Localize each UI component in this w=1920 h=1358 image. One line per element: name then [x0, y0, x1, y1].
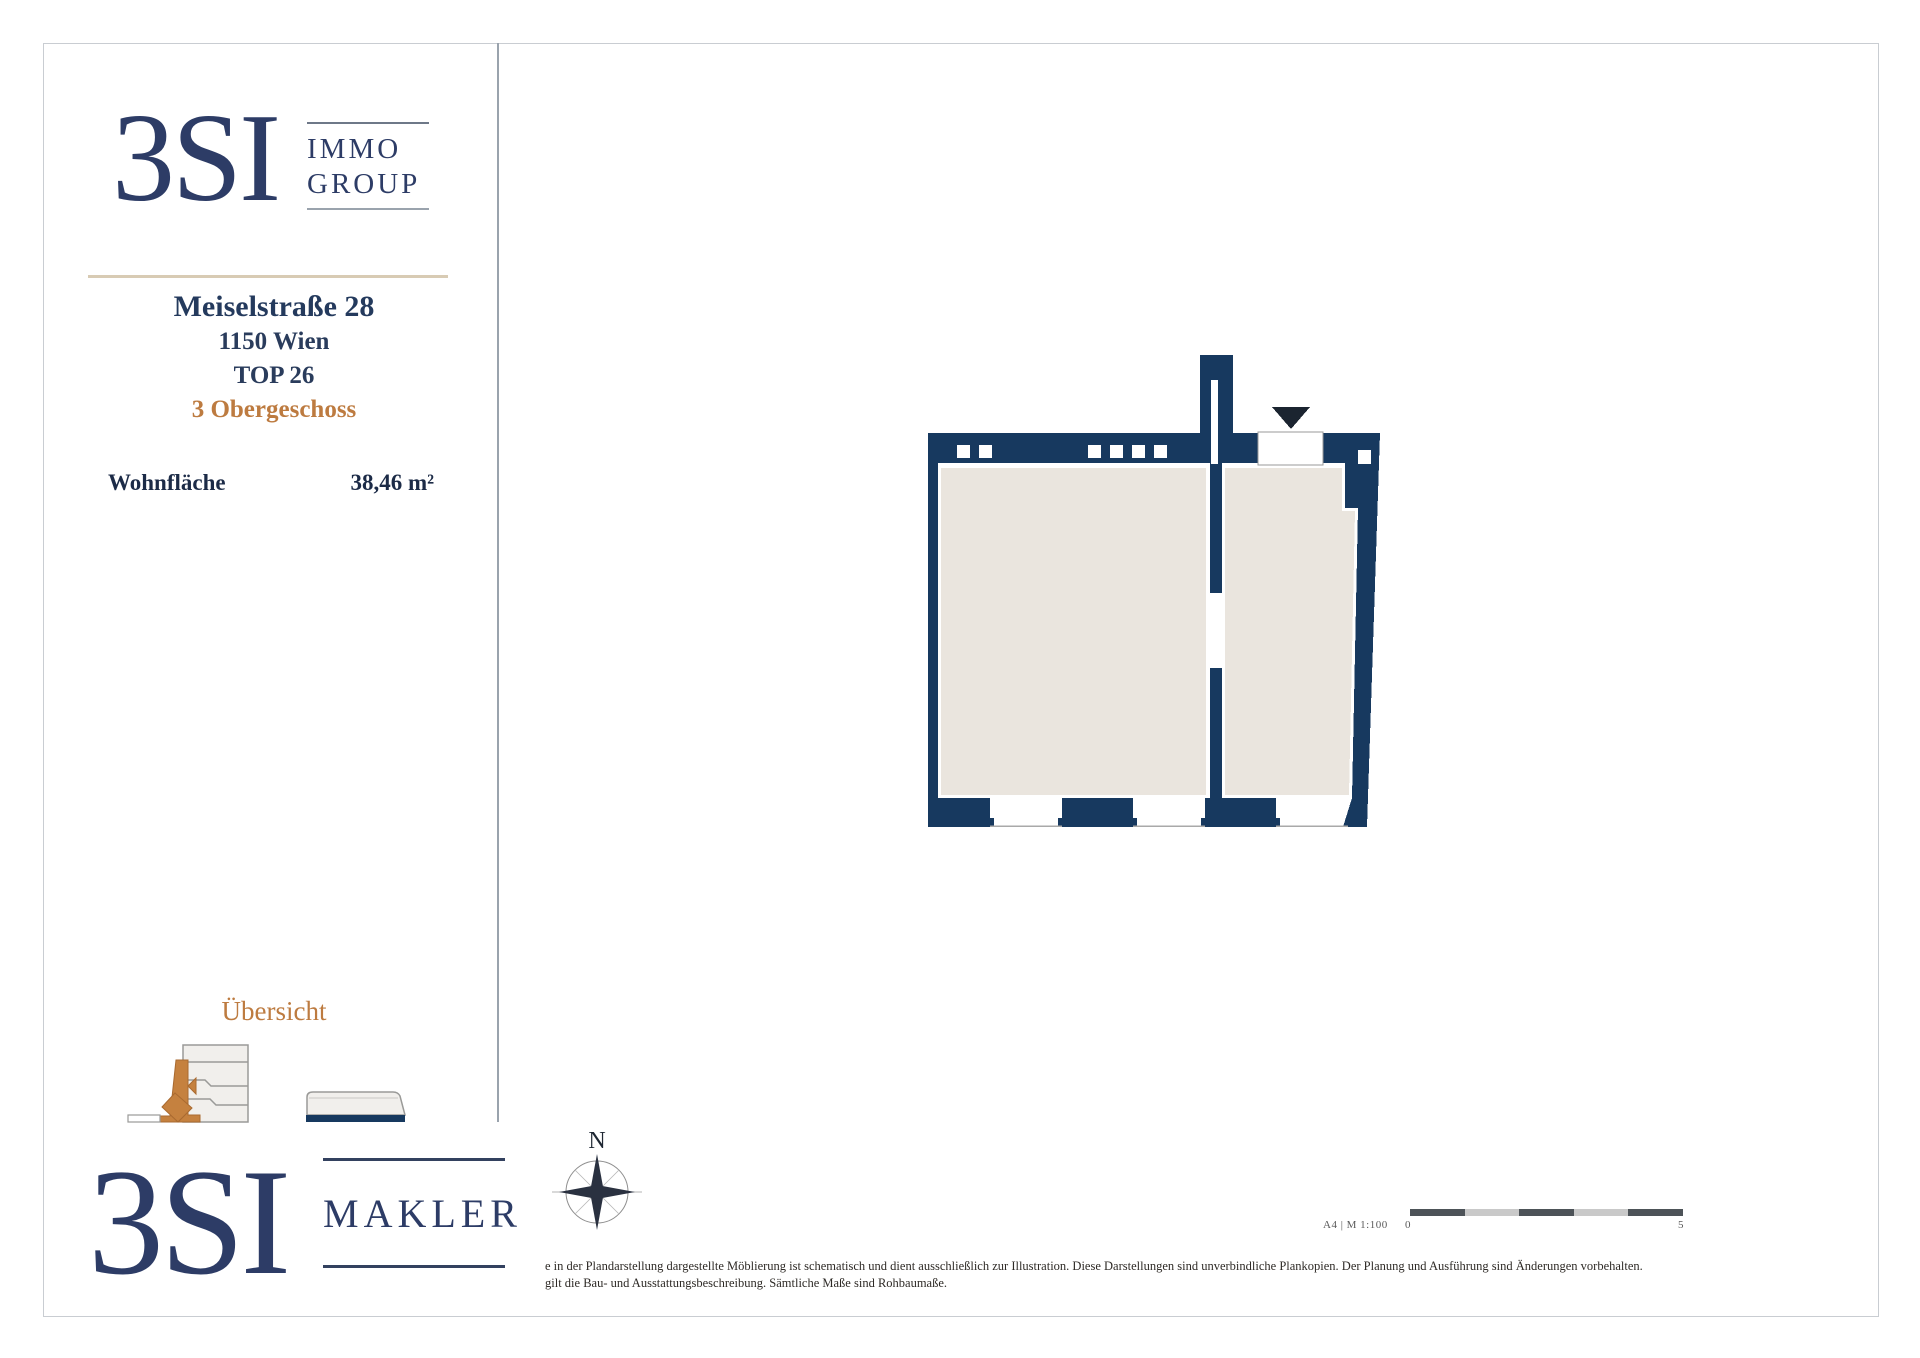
room-left-floor: [941, 468, 1206, 795]
floor-plan-drawing: [900, 340, 1400, 840]
building-overview-sketch: [118, 1036, 418, 1128]
scale-segment: [1519, 1209, 1574, 1216]
entrance-arrow-icon: [1272, 407, 1310, 429]
footer-logo-makler: [323, 1158, 522, 1268]
scale-end-label: 5: [1678, 1219, 1684, 1231]
logo-group-label: GROUP: [307, 168, 421, 200]
property-city: 1150 Wien: [218, 328, 330, 355]
disclaimer-line-1: e in der Plandarstellung dargestellte Möblierung ist schematisch und dient ausschließlich zur Illustration. Diese Darstellungen sind unverbindliche Plankopien. Der Planung und Ausführung sind Änderungen vorbehalten.: [545, 1259, 1643, 1273]
window-opening: [1276, 798, 1352, 827]
compass-north-label: N: [588, 1128, 606, 1154]
address-divider-rule: [88, 275, 448, 278]
living-area-row: [90, 470, 452, 496]
room-right-floor: [1225, 468, 1355, 795]
brand-logo-3si: 3SI: [112, 89, 279, 228]
logo-rule-bottom: [307, 208, 429, 210]
divider-wall-upper: [1210, 463, 1222, 593]
window-opening: [1133, 798, 1205, 827]
scale-segment: [1574, 1209, 1629, 1216]
building-lowrise-graphic: [306, 1092, 405, 1122]
footer-logo-3si: 3SI: [88, 1138, 288, 1306]
scale-bar: [1410, 1209, 1683, 1216]
scale-segment: [1410, 1209, 1465, 1216]
compass-rose-icon: [545, 1118, 649, 1242]
scale-format-label: A4 | M 1:100: [1323, 1219, 1388, 1231]
property-floor: 3 Obergeschoss: [191, 396, 357, 423]
property-unit: TOP 26: [233, 362, 315, 389]
window-opening: [990, 798, 1062, 827]
living-area-label: Wohnfläche: [108, 470, 226, 495]
brand-logo-immo-group: [307, 122, 429, 210]
property-street: Meiselstraße 28: [173, 290, 375, 323]
logo-rule-top: [307, 122, 429, 124]
floor-plan-walls: [928, 355, 1380, 827]
overview-title: Übersicht: [221, 996, 327, 1026]
footer-makler-label: MAKLER: [323, 1191, 522, 1236]
scale-segment: [1465, 1209, 1520, 1216]
entrance-opening: [1258, 432, 1323, 465]
living-area-value: 38,46 m²: [350, 470, 434, 495]
building-section-graphic: [128, 1045, 248, 1122]
disclaimer-line-2: gilt die Bau- und Ausstattungsbeschreibung. Sämtliche Maße sind Rohbaumaße.: [545, 1276, 948, 1290]
disclaimer-text: [545, 1258, 1805, 1292]
scale-start-label: 0: [1405, 1219, 1411, 1231]
footer-logo-rule-bottom: [323, 1265, 505, 1268]
scale-segment: [1628, 1209, 1683, 1216]
divider-wall-lower: [1210, 668, 1222, 798]
sidebar-divider-line: [497, 43, 499, 1122]
logo-immo-label: IMMO: [307, 133, 402, 165]
